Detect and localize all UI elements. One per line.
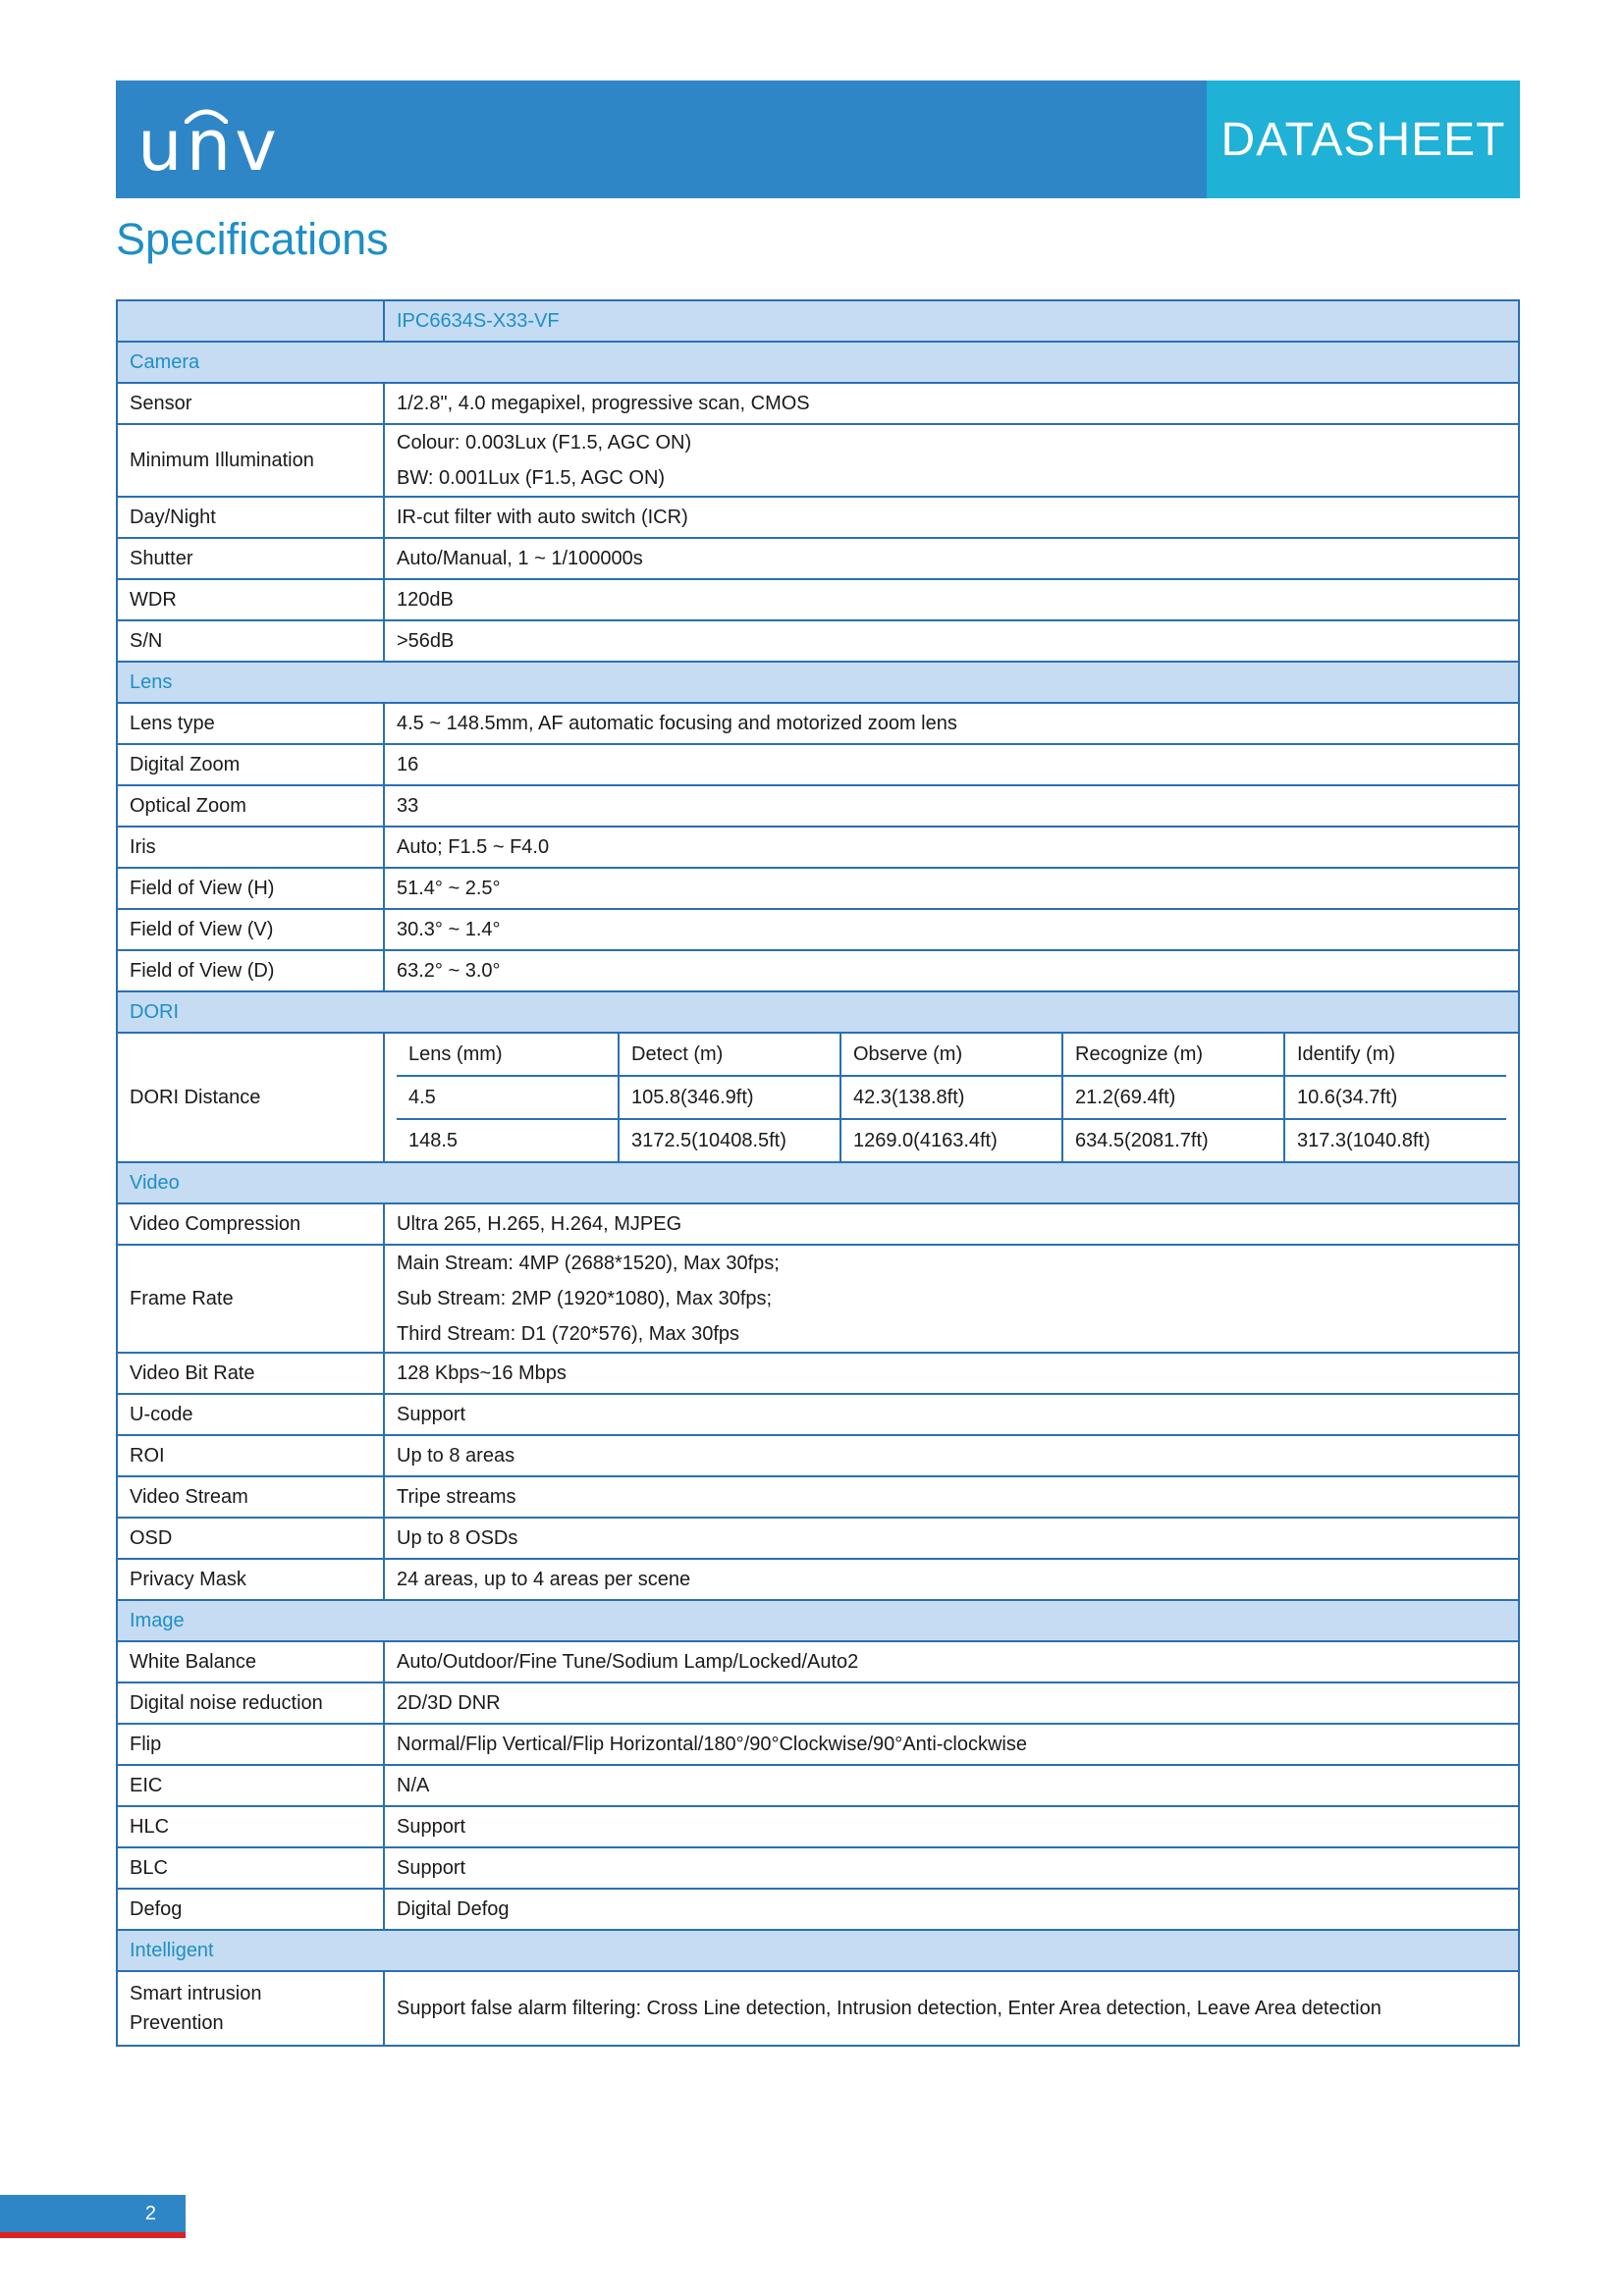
row-label: Field of View (V) [117, 909, 384, 950]
table-row [117, 1518, 1519, 1559]
table-row [117, 1847, 1519, 1889]
row-label: Minimum Illumination [117, 424, 384, 497]
label-line: Prevention [130, 2012, 224, 2034]
dori-header-row [397, 1034, 1506, 1076]
row-value: Support [384, 1847, 1519, 1889]
row-value [384, 424, 1519, 497]
row-value: Auto; F1.5 ~ F4.0 [384, 827, 1519, 868]
table-row [117, 868, 1519, 909]
row-label: White Balance [117, 1641, 384, 1682]
section-title: Camera [117, 342, 1519, 383]
row-label: Field of View (H) [117, 868, 384, 909]
table-row [117, 383, 1519, 424]
dori-cell: 21.2(69.4ft) [1062, 1076, 1284, 1119]
row-label: ROI [117, 1435, 384, 1476]
row-label: Video Compression [117, 1203, 384, 1245]
section-title: Intelligent [117, 1930, 1519, 1971]
dori-cell: 317.3(1040.8ft) [1284, 1119, 1506, 1161]
page-title: Specifications [116, 214, 389, 264]
row-label: DORI Distance [117, 1033, 384, 1162]
value-line: Third Stream: D1 (720*576), Max 30fps [397, 1323, 740, 1345]
row-value: 63.2° ~ 3.0° [384, 950, 1519, 991]
row-label: Flip [117, 1724, 384, 1765]
row-label: Sensor [117, 383, 384, 424]
dori-data-row [397, 1119, 1506, 1161]
dori-row [117, 1033, 1519, 1162]
row-value: Auto/Manual, 1 ~ 1/100000s [384, 538, 1519, 579]
table-row [117, 909, 1519, 950]
label-line: Smart intrusion [130, 1983, 262, 2004]
table-row [117, 1435, 1519, 1476]
section-title: Image [117, 1600, 1519, 1641]
row-value: 120dB [384, 579, 1519, 620]
row-value: 128 Kbps~16 Mbps [384, 1353, 1519, 1394]
row-label: Lens type [117, 703, 384, 744]
row-label: Digital noise reduction [117, 1682, 384, 1724]
table-row [117, 950, 1519, 991]
table-row [117, 703, 1519, 744]
table-row [117, 1353, 1519, 1394]
model-header-blank [117, 300, 384, 342]
dori-header-cell: Recognize (m) [1062, 1034, 1284, 1076]
row-label: HLC [117, 1806, 384, 1847]
row-label: WDR [117, 579, 384, 620]
table-row [117, 1559, 1519, 1600]
table-row [117, 744, 1519, 785]
row-value: Ultra 265, H.265, H.264, MJPEG [384, 1203, 1519, 1245]
section-row-camera [117, 342, 1519, 383]
logo-arc-icon [185, 106, 228, 124]
dori-header-cell: Observe (m) [840, 1034, 1062, 1076]
row-label: Frame Rate [117, 1245, 384, 1353]
section-row-intelligent [117, 1930, 1519, 1971]
row-value: Up to 8 OSDs [384, 1518, 1519, 1559]
value-line: Colour: 0.003Lux (F1.5, AGC ON) [397, 432, 692, 454]
section-title: Video [117, 1162, 1519, 1203]
section-row-dori [117, 991, 1519, 1033]
row-value: IR-cut filter with auto switch (ICR) [384, 497, 1519, 538]
row-label: BLC [117, 1847, 384, 1889]
table-row [117, 1476, 1519, 1518]
dori-table [397, 1034, 1506, 1161]
row-value: 16 [384, 744, 1519, 785]
row-label: S/N [117, 620, 384, 662]
table-row [117, 1806, 1519, 1847]
logo-text: unv [137, 104, 281, 187]
row-label: OSD [117, 1518, 384, 1559]
dori-cell: 4.5 [397, 1076, 619, 1119]
table-row [117, 1971, 1519, 2046]
dori-cell: 634.5(2081.7ft) [1062, 1119, 1284, 1161]
table-row [117, 1394, 1519, 1435]
table-row [117, 1724, 1519, 1765]
value-line: BW: 0.001Lux (F1.5, AGC ON) [397, 467, 666, 489]
row-value: N/A [384, 1765, 1519, 1806]
row-value: 4.5 ~ 148.5mm, AF automatic focusing and motorized zoom lens [384, 703, 1519, 744]
table-row [117, 620, 1519, 662]
row-value: 1/2.8", 4.0 megapixel, progressive scan, CMOS [384, 383, 1519, 424]
row-label: U-code [117, 1394, 384, 1435]
row-label: Optical Zoom [117, 785, 384, 827]
row-value: Digital Defog [384, 1889, 1519, 1930]
row-label: Video Bit Rate [117, 1353, 384, 1394]
table-row [117, 579, 1519, 620]
model-header-row [117, 300, 1519, 342]
row-value: 33 [384, 785, 1519, 827]
row-label: Field of View (D) [117, 950, 384, 991]
row-label [117, 1971, 384, 2046]
row-value: Auto/Outdoor/Fine Tune/Sodium Lamp/Locked/Auto2 [384, 1641, 1519, 1682]
row-value: Support [384, 1806, 1519, 1847]
dori-cell: 10.6(34.7ft) [1284, 1076, 1506, 1119]
table-row [117, 1245, 1519, 1353]
table-row [117, 1765, 1519, 1806]
table-row [117, 497, 1519, 538]
table-row [117, 1641, 1519, 1682]
spec-table [116, 299, 1520, 2047]
dori-cell: 148.5 [408, 1130, 459, 1151]
dori-header-cell: Detect (m) [619, 1034, 840, 1076]
section-title: DORI [117, 991, 1519, 1033]
page-number: 2 [0, 2195, 186, 2232]
value-line: Sub Stream: 2MP (1920*1080), Max 30fps; [397, 1288, 773, 1309]
dori-cell: 42.3(138.8ft) [840, 1076, 1062, 1119]
table-row [117, 1203, 1519, 1245]
table-row [117, 1889, 1519, 1930]
row-value: 51.4° ~ 2.5° [384, 868, 1519, 909]
dori-cell: 3172.5(10408.5ft) [619, 1119, 840, 1161]
row-value: Up to 8 areas [384, 1435, 1519, 1476]
dori-data-row [397, 1076, 1506, 1119]
value-line: Main Stream: 4MP (2688*1520), Max 30fps; [397, 1253, 780, 1274]
brand-logo [137, 90, 281, 188]
table-row [117, 827, 1519, 868]
datasheet-badge: DATASHEET [1207, 80, 1520, 198]
row-label: Day/Night [117, 497, 384, 538]
row-value: >56dB [384, 620, 1519, 662]
row-value: 24 areas, up to 4 areas per scene [384, 1559, 1519, 1600]
table-row [117, 424, 1519, 497]
table-row [117, 538, 1519, 579]
dori-header-cell: Lens (mm) [397, 1034, 619, 1076]
row-label: Privacy Mask [117, 1559, 384, 1600]
row-value: Support false alarm filtering: Cross Line detection, Intrusion detection, Enter Area detection, Leave Area detection [384, 1971, 1519, 2046]
row-label: Video Stream [117, 1476, 384, 1518]
table-row [117, 1682, 1519, 1724]
model-name: IPC6634S-X33-VF [384, 300, 1519, 342]
row-value: 2D/3D DNR [384, 1682, 1519, 1724]
row-value: Tripe streams [384, 1476, 1519, 1518]
dori-table-cell [384, 1033, 1519, 1162]
dori-header-cell: Identify (m) [1284, 1034, 1506, 1076]
row-value: Support [384, 1394, 1519, 1435]
section-row-image [117, 1600, 1519, 1641]
section-row-video [117, 1162, 1519, 1203]
table-row [117, 785, 1519, 827]
row-label: Iris [117, 827, 384, 868]
row-value: 30.3° ~ 1.4° [384, 909, 1519, 950]
row-label: Shutter [117, 538, 384, 579]
dori-cell: 105.8(346.9ft) [619, 1076, 840, 1119]
page-number-underline [0, 2232, 186, 2238]
row-value [384, 1245, 1519, 1353]
row-label: EIC [117, 1765, 384, 1806]
section-row-lens [117, 662, 1519, 703]
dori-cell: 1269.0(4163.4ft) [840, 1119, 1062, 1161]
row-value: Normal/Flip Vertical/Flip Horizontal/180°/90°Clockwise/90°Anti-clockwise [384, 1724, 1519, 1765]
row-label: Digital Zoom [117, 744, 384, 785]
section-title: Lens [117, 662, 1519, 703]
row-label: Defog [117, 1889, 384, 1930]
